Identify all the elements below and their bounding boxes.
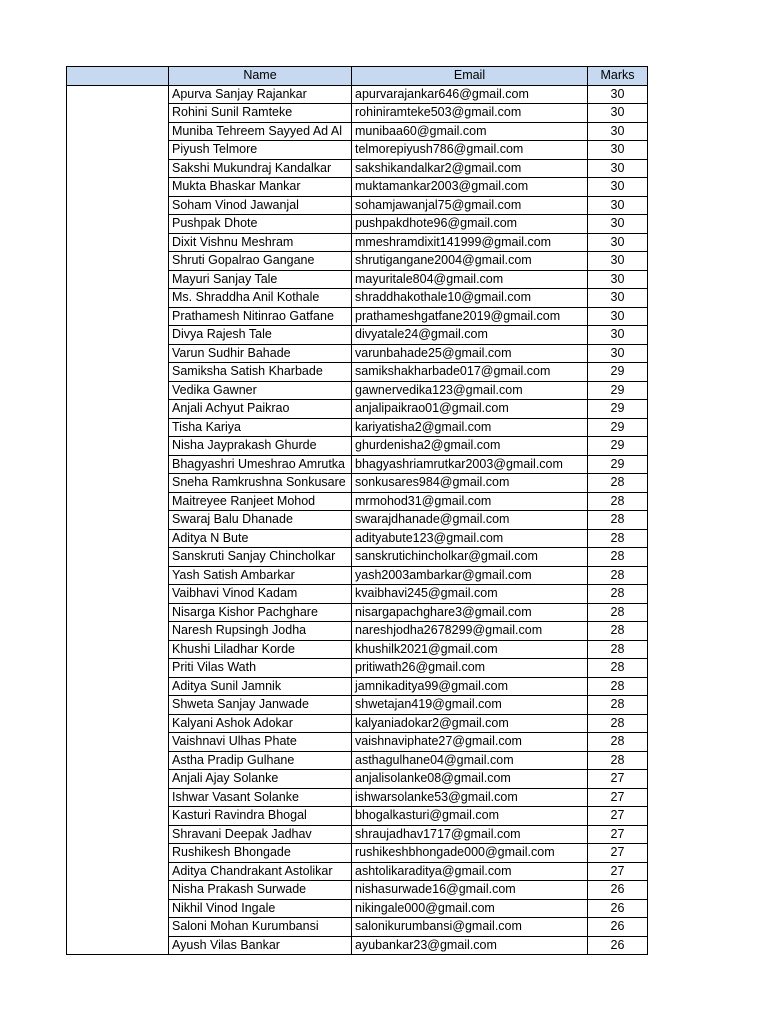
table-row <box>67 936 648 955</box>
email-cell: nisargapachghare3@gmail.com <box>352 603 588 622</box>
row-blank-cell <box>67 326 169 345</box>
name-cell: Samiksha Satish Kharbade <box>169 363 352 382</box>
table-row <box>67 807 648 826</box>
table-row <box>67 344 648 363</box>
table-row <box>67 400 648 419</box>
marks-cell: 30 <box>588 159 648 178</box>
email-cell: muktamankar2003@gmail.com <box>352 178 588 197</box>
table-row <box>67 881 648 900</box>
row-blank-cell <box>67 529 169 548</box>
name-cell: Divya Rajesh Tale <box>169 326 352 345</box>
table-header <box>67 67 648 86</box>
row-blank-cell <box>67 844 169 863</box>
name-cell: Shruti Gopalrao Gangane <box>169 252 352 271</box>
name-cell: Shravani Deepak Jadhav <box>169 825 352 844</box>
marks-cell: 30 <box>588 196 648 215</box>
marks-cell: 27 <box>588 807 648 826</box>
marks-cell: 28 <box>588 492 648 511</box>
header-cell-marks: Marks <box>588 67 648 86</box>
name-cell: Ayush Vilas Bankar <box>169 936 352 955</box>
row-blank-cell <box>67 363 169 382</box>
marks-cell: 28 <box>588 733 648 752</box>
email-cell: salonikurumbansi@gmail.com <box>352 918 588 937</box>
marks-cell: 28 <box>588 714 648 733</box>
marks-cell: 28 <box>588 511 648 530</box>
marks-cell: 30 <box>588 307 648 326</box>
row-blank-cell <box>67 622 169 641</box>
marks-cell: 28 <box>588 696 648 715</box>
table-row <box>67 677 648 696</box>
row-blank-cell <box>67 104 169 123</box>
email-cell: gawnervedika123@gmail.com <box>352 381 588 400</box>
table-row <box>67 733 648 752</box>
marks-cell: 29 <box>588 363 648 382</box>
marks-cell: 27 <box>588 844 648 863</box>
row-blank-cell <box>67 585 169 604</box>
row-blank-cell <box>67 733 169 752</box>
email-cell: divyatale24@gmail.com <box>352 326 588 345</box>
name-cell: Mayuri Sanjay Tale <box>169 270 352 289</box>
email-cell: munibaa60@gmail.com <box>352 122 588 141</box>
row-blank-cell <box>67 270 169 289</box>
table-row <box>67 918 648 937</box>
table-row <box>67 252 648 271</box>
name-cell: Nisha Prakash Surwade <box>169 881 352 900</box>
header-cell-name: Name <box>169 67 352 86</box>
name-cell: Mukta Bhaskar Mankar <box>169 178 352 197</box>
email-cell: prathameshgatfane2019@gmail.com <box>352 307 588 326</box>
name-cell: Soham Vinod Jawanjal <box>169 196 352 215</box>
email-cell: nishasurwade16@gmail.com <box>352 881 588 900</box>
email-cell: pushpakdhote96@gmail.com <box>352 215 588 234</box>
marks-cell: 30 <box>588 270 648 289</box>
email-cell: shraddhakothale10@gmail.com <box>352 289 588 308</box>
email-cell: ishwarsolanke53@gmail.com <box>352 788 588 807</box>
header-row <box>67 67 648 86</box>
row-blank-cell <box>67 289 169 308</box>
name-cell: Rohini Sunil Ramteke <box>169 104 352 123</box>
table-row <box>67 548 648 567</box>
name-cell: Muniba Tehreem Sayyed Ad Al <box>169 122 352 141</box>
name-cell: Prathamesh Nitinrao Gatfane <box>169 307 352 326</box>
marks-cell: 30 <box>588 252 648 271</box>
row-blank-cell <box>67 825 169 844</box>
row-blank-cell <box>67 918 169 937</box>
marks-cell: 30 <box>588 122 648 141</box>
name-cell: Naresh Rupsingh Jodha <box>169 622 352 641</box>
email-cell: mayuritale804@gmail.com <box>352 270 588 289</box>
table-row <box>67 622 648 641</box>
marks-cell: 29 <box>588 381 648 400</box>
name-cell: Kalyani Ashok Adokar <box>169 714 352 733</box>
table-row <box>67 585 648 604</box>
email-cell: sanskrutichincholkar@gmail.com <box>352 548 588 567</box>
email-cell: shrutigangane2004@gmail.com <box>352 252 588 271</box>
row-blank-cell <box>67 548 169 567</box>
marks-cell: 30 <box>588 141 648 160</box>
name-cell: Anjali Ajay Solanke <box>169 770 352 789</box>
name-cell: Maitreyee Ranjeet Mohod <box>169 492 352 511</box>
table-row <box>67 141 648 160</box>
row-blank-cell <box>67 159 169 178</box>
name-cell: Dixit Vishnu Meshram <box>169 233 352 252</box>
table-row <box>67 233 648 252</box>
marks-cell: 30 <box>588 178 648 197</box>
email-cell: kalyaniadokar2@gmail.com <box>352 714 588 733</box>
table-row <box>67 640 648 659</box>
row-blank-cell <box>67 807 169 826</box>
name-cell: Tisha Kariya <box>169 418 352 437</box>
marks-cell: 29 <box>588 455 648 474</box>
table-row <box>67 825 648 844</box>
table-row <box>67 511 648 530</box>
table-row <box>67 844 648 863</box>
marks-cell: 27 <box>588 825 648 844</box>
email-cell: sohamjawanjal75@gmail.com <box>352 196 588 215</box>
row-blank-cell <box>67 474 169 493</box>
marks-cell: 29 <box>588 418 648 437</box>
row-blank-cell <box>67 751 169 770</box>
name-cell: Bhagyashri Umeshrao Amrutka <box>169 455 352 474</box>
name-cell: Ishwar Vasant Solanke <box>169 788 352 807</box>
row-blank-cell <box>67 696 169 715</box>
name-cell: Varun Sudhir Bahade <box>169 344 352 363</box>
marks-cell: 30 <box>588 215 648 234</box>
row-blank-cell <box>67 511 169 530</box>
row-blank-cell <box>67 196 169 215</box>
table-row <box>67 437 648 456</box>
email-cell: swarajdhanade@gmail.com <box>352 511 588 530</box>
marks-cell: 28 <box>588 566 648 585</box>
marks-cell: 30 <box>588 85 648 104</box>
table-row <box>67 455 648 474</box>
table-row <box>67 178 648 197</box>
marks-cell: 27 <box>588 770 648 789</box>
row-blank-cell <box>67 899 169 918</box>
table-row <box>67 104 648 123</box>
marks-cell: 26 <box>588 881 648 900</box>
name-cell: Sneha Ramkrushna Sonkusare <box>169 474 352 493</box>
marks-cell: 28 <box>588 585 648 604</box>
email-cell: jamnikaditya99@gmail.com <box>352 677 588 696</box>
email-cell: yash2003ambarkar@gmail.com <box>352 566 588 585</box>
email-cell: samikshakharbade017@gmail.com <box>352 363 588 382</box>
email-cell: apurvarajankar646@gmail.com <box>352 85 588 104</box>
marks-cell: 28 <box>588 474 648 493</box>
marks-cell: 27 <box>588 788 648 807</box>
row-blank-cell <box>67 141 169 160</box>
email-cell: ghurdenisha2@gmail.com <box>352 437 588 456</box>
row-blank-cell <box>67 344 169 363</box>
row-blank-cell <box>67 640 169 659</box>
name-cell: Apurva Sanjay Rajankar <box>169 85 352 104</box>
marks-cell: 28 <box>588 548 648 567</box>
table-row <box>67 603 648 622</box>
row-blank-cell <box>67 788 169 807</box>
table-row <box>67 122 648 141</box>
name-cell: Vaibhavi Vinod Kadam <box>169 585 352 604</box>
name-cell: Nisha Jayprakash Ghurde <box>169 437 352 456</box>
results-table <box>66 66 648 955</box>
marks-cell: 26 <box>588 918 648 937</box>
marks-cell: 27 <box>588 862 648 881</box>
table-row <box>67 215 648 234</box>
table-row <box>67 307 648 326</box>
name-cell: Sanskruti Sanjay Chincholkar <box>169 548 352 567</box>
email-cell: asthagulhane04@gmail.com <box>352 751 588 770</box>
marks-cell: 26 <box>588 899 648 918</box>
table-row <box>67 862 648 881</box>
marks-cell: 29 <box>588 400 648 419</box>
table-row <box>67 381 648 400</box>
row-blank-cell <box>67 936 169 955</box>
marks-cell: 30 <box>588 289 648 308</box>
email-cell: sakshikandalkar2@gmail.com <box>352 159 588 178</box>
name-cell: Aditya N Bute <box>169 529 352 548</box>
email-cell: nareshjodha2678299@gmail.com <box>352 622 588 641</box>
table-row <box>67 770 648 789</box>
row-blank-cell <box>67 881 169 900</box>
table-row <box>67 714 648 733</box>
table-row <box>67 196 648 215</box>
email-cell: kvaibhavi245@gmail.com <box>352 585 588 604</box>
marks-cell: 28 <box>588 659 648 678</box>
email-cell: rushikeshbhongade000@gmail.com <box>352 844 588 863</box>
row-blank-cell <box>67 862 169 881</box>
name-cell: Ms. Shraddha Anil Kothale <box>169 289 352 308</box>
row-blank-cell <box>67 455 169 474</box>
marks-cell: 28 <box>588 751 648 770</box>
name-cell: Piyush Telmore <box>169 141 352 160</box>
table-row <box>67 270 648 289</box>
email-cell: shraujadhav1717@gmail.com <box>352 825 588 844</box>
row-blank-cell <box>67 603 169 622</box>
table-row <box>67 159 648 178</box>
row-blank-cell <box>67 659 169 678</box>
name-cell: Anjali Achyut Paikrao <box>169 400 352 419</box>
table-row <box>67 659 648 678</box>
marks-cell: 28 <box>588 529 648 548</box>
row-blank-cell <box>67 677 169 696</box>
table-row <box>67 751 648 770</box>
marks-cell: 26 <box>588 936 648 955</box>
email-cell: bhogalkasturi@gmail.com <box>352 807 588 826</box>
row-blank-cell <box>67 215 169 234</box>
name-cell: Aditya Sunil Jamnik <box>169 677 352 696</box>
table-row <box>67 899 648 918</box>
row-blank-cell <box>67 122 169 141</box>
marks-cell: 30 <box>588 104 648 123</box>
marks-cell: 28 <box>588 677 648 696</box>
name-cell: Astha Pradip Gulhane <box>169 751 352 770</box>
row-blank-cell <box>67 252 169 271</box>
name-cell: Swaraj Balu Dhanade <box>169 511 352 530</box>
email-cell: ashtolikaraditya@gmail.com <box>352 862 588 881</box>
row-blank-cell <box>67 437 169 456</box>
row-blank-cell <box>67 418 169 437</box>
name-cell: Saloni Mohan Kurumbansi <box>169 918 352 937</box>
marks-cell: 30 <box>588 326 648 345</box>
name-cell: Rushikesh Bhongade <box>169 844 352 863</box>
email-cell: bhagyashriamrutkar2003@gmail.com <box>352 455 588 474</box>
email-cell: nikingale000@gmail.com <box>352 899 588 918</box>
row-blank-cell <box>67 770 169 789</box>
email-cell: mrmohod31@gmail.com <box>352 492 588 511</box>
email-cell: vaishnaviphate27@gmail.com <box>352 733 588 752</box>
email-cell: ayubankar23@gmail.com <box>352 936 588 955</box>
name-cell: Yash Satish Ambarkar <box>169 566 352 585</box>
name-cell: Nisarga Kishor Pachghare <box>169 603 352 622</box>
table-row <box>67 418 648 437</box>
email-cell: anjalisolanke08@gmail.com <box>352 770 588 789</box>
email-cell: sonkusares984@gmail.com <box>352 474 588 493</box>
marks-cell: 30 <box>588 344 648 363</box>
marks-cell: 28 <box>588 622 648 641</box>
name-cell: Pushpak Dhote <box>169 215 352 234</box>
name-cell: Shweta Sanjay Janwade <box>169 696 352 715</box>
row-blank-cell <box>67 566 169 585</box>
name-cell: Khushi Liladhar Korde <box>169 640 352 659</box>
name-cell: Sakshi Mukundraj Kandalkar <box>169 159 352 178</box>
row-blank-cell <box>67 233 169 252</box>
table-body <box>67 85 648 955</box>
table-row <box>67 289 648 308</box>
header-cell-blank <box>67 67 169 86</box>
email-cell: telmorepiyush786@gmail.com <box>352 141 588 160</box>
marks-cell: 28 <box>588 640 648 659</box>
email-cell: adityabute123@gmail.com <box>352 529 588 548</box>
email-cell: pritiwath26@gmail.com <box>352 659 588 678</box>
name-cell: Kasturi Ravindra Bhogal <box>169 807 352 826</box>
name-cell: Nikhil Vinod Ingale <box>169 899 352 918</box>
table-row <box>67 326 648 345</box>
row-blank-cell <box>67 714 169 733</box>
table-row <box>67 696 648 715</box>
email-cell: mmeshramdixit141999@gmail.com <box>352 233 588 252</box>
table-row <box>67 85 648 104</box>
email-cell: khushilk2021@gmail.com <box>352 640 588 659</box>
email-cell: rohiniramteke503@gmail.com <box>352 104 588 123</box>
row-blank-cell <box>67 307 169 326</box>
header-cell-email: Email <box>352 67 588 86</box>
name-cell: Aditya Chandrakant Astolikar <box>169 862 352 881</box>
marks-cell: 29 <box>588 437 648 456</box>
email-cell: shwetajan419@gmail.com <box>352 696 588 715</box>
table-row <box>67 529 648 548</box>
table-row <box>67 363 648 382</box>
email-cell: varunbahade25@gmail.com <box>352 344 588 363</box>
marks-cell: 28 <box>588 603 648 622</box>
marks-cell: 30 <box>588 233 648 252</box>
name-cell: Priti Vilas Wath <box>169 659 352 678</box>
table-row <box>67 474 648 493</box>
row-blank-cell <box>67 178 169 197</box>
row-blank-cell <box>67 85 169 104</box>
name-cell: Vedika Gawner <box>169 381 352 400</box>
name-cell: Vaishnavi Ulhas Phate <box>169 733 352 752</box>
row-blank-cell <box>67 381 169 400</box>
email-cell: kariyatisha2@gmail.com <box>352 418 588 437</box>
row-blank-cell <box>67 400 169 419</box>
table-row <box>67 492 648 511</box>
email-cell: anjalipaikrao01@gmail.com <box>352 400 588 419</box>
table-row <box>67 788 648 807</box>
table-row <box>67 566 648 585</box>
row-blank-cell <box>67 492 169 511</box>
